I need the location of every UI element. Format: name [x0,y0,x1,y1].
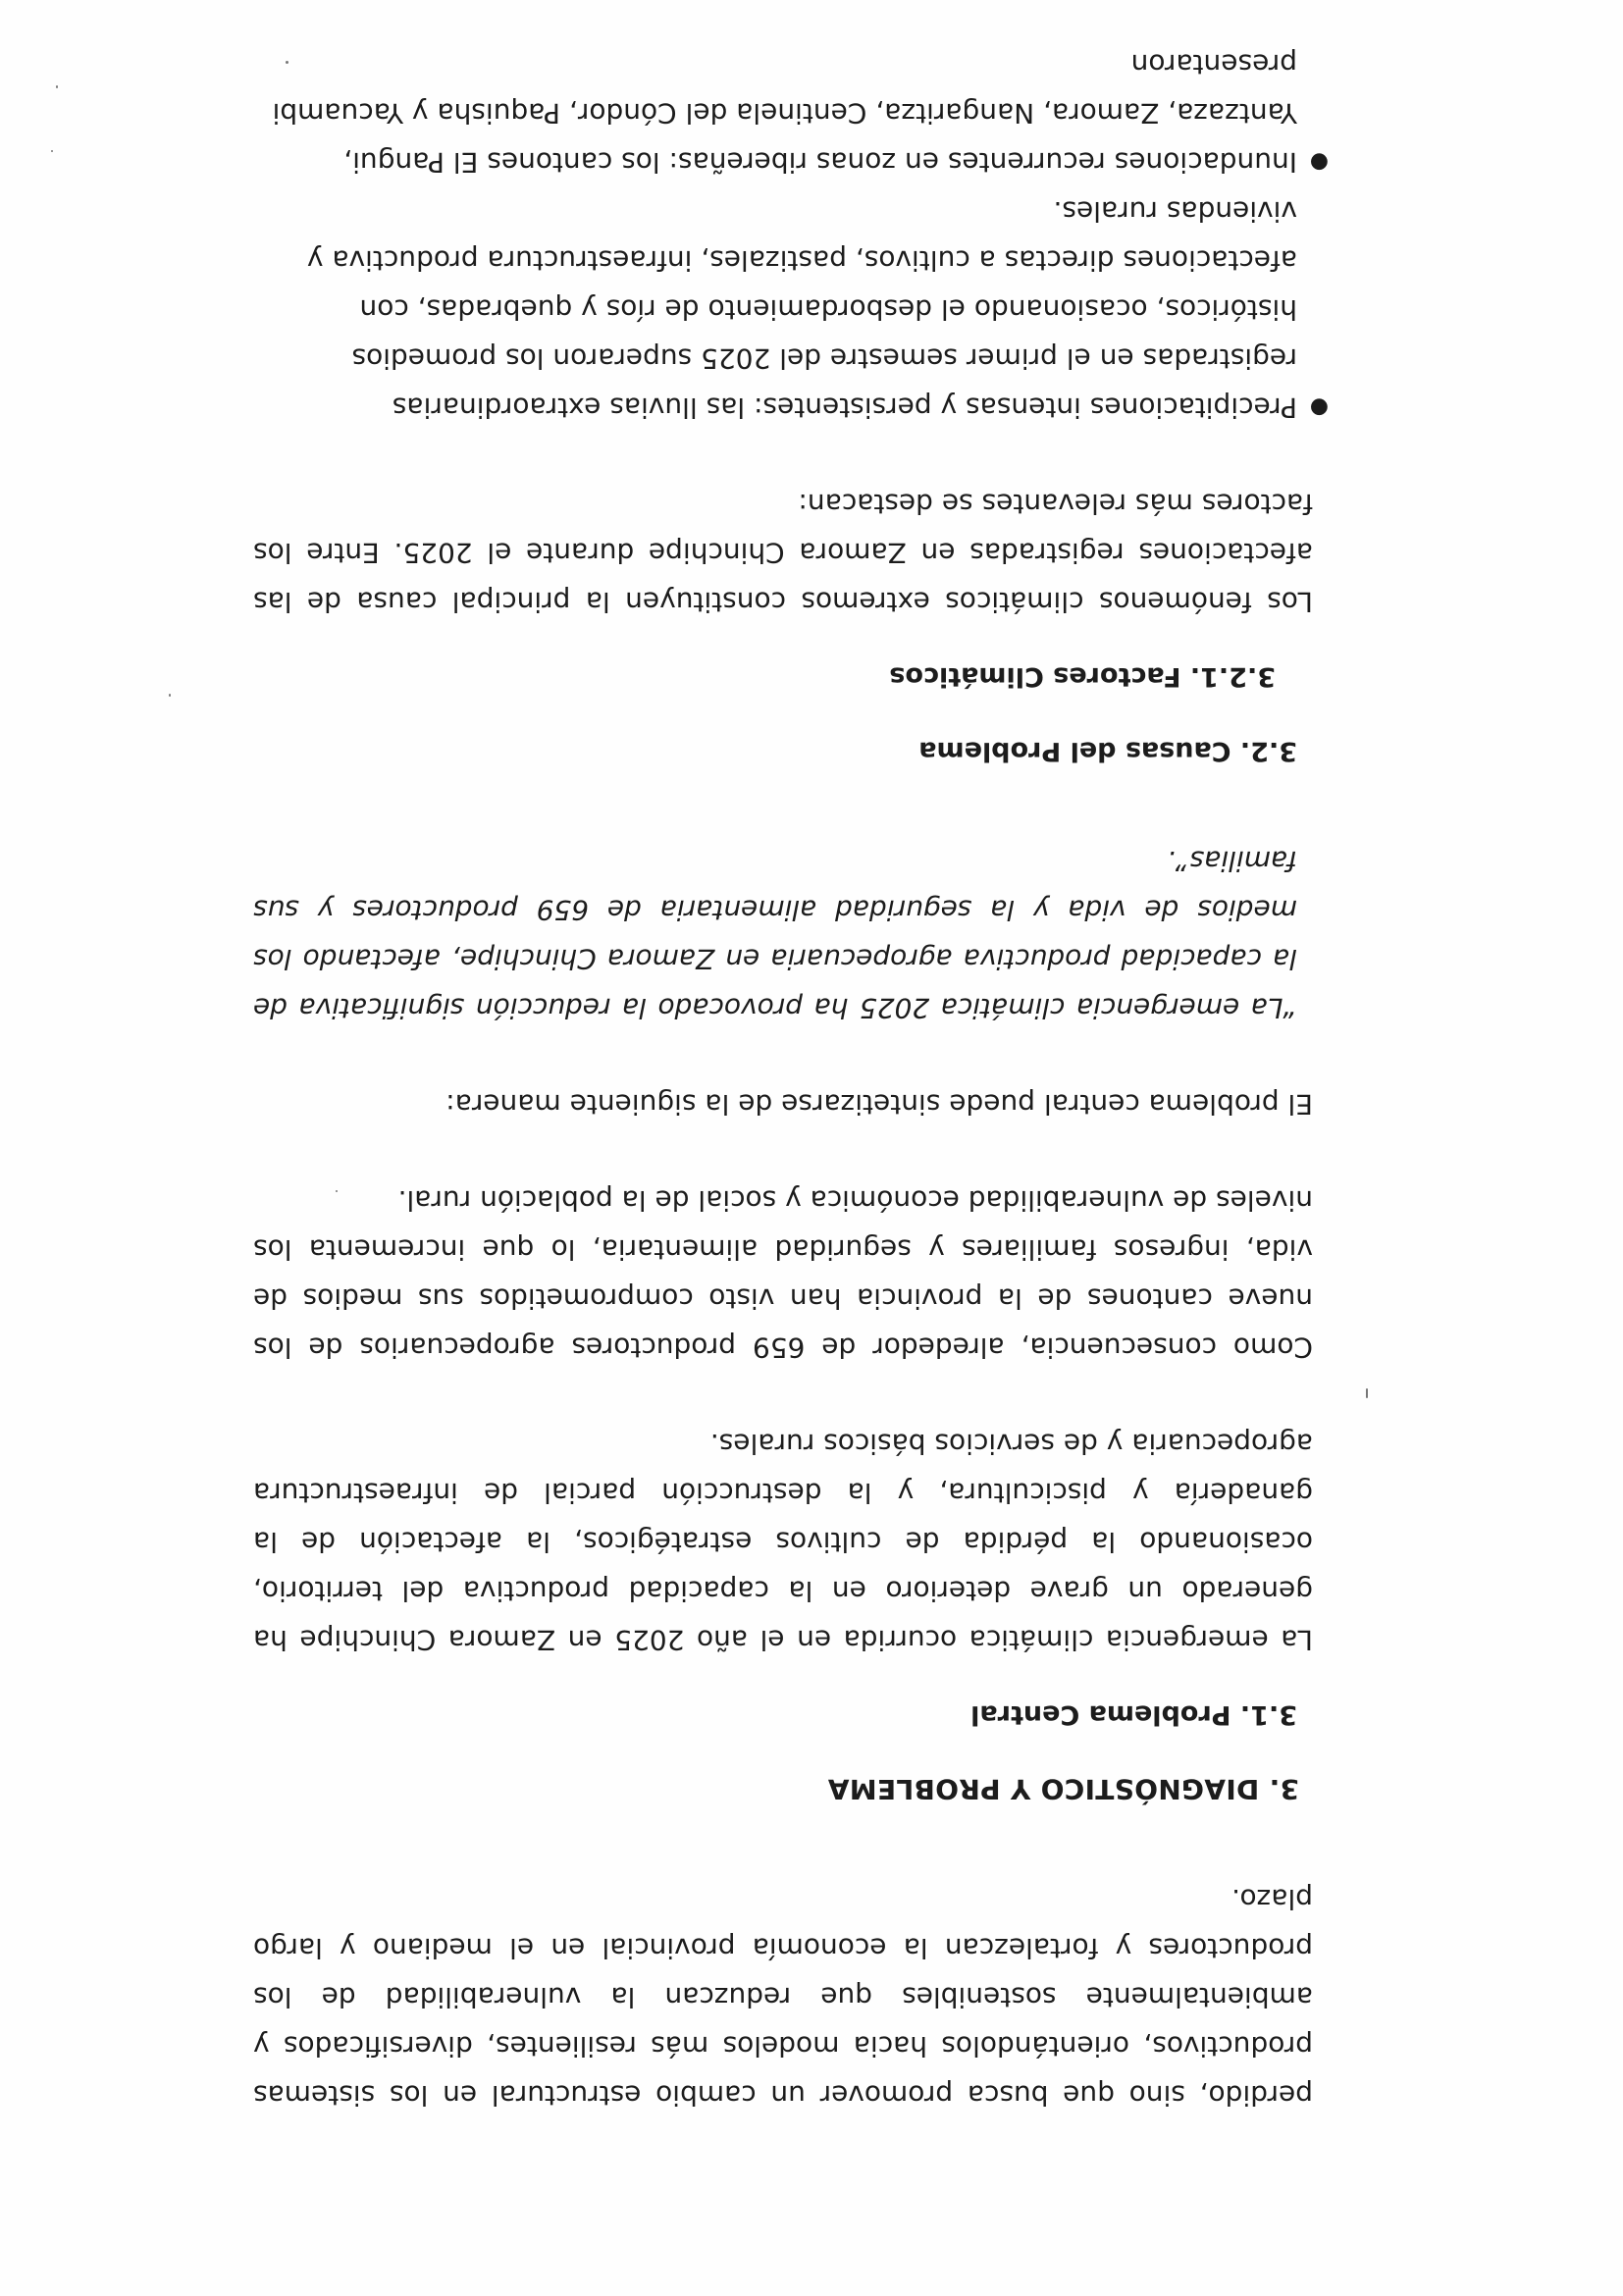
intro-paragraph: perdido, sino que busca promover un cambio estructural en los sistemas productivos, orientándolos hacia modelos más resilientes, diversificados y ambientalmente sostenibles que reduzcan la vulnerabilidad de los productores y fortalezcan la economía provincial en el mediano y largo plazo. [253,1883,1313,2112]
list-item [253,39,1329,186]
paragraph-problema-central: El problema central puede sintetizarse de la siguiente manera: [445,1088,1313,1121]
bullet-icon: ● [1309,150,1329,175]
scan-speck [169,694,171,697]
list-item [253,186,1329,432]
scan-speck [1366,1388,1368,1398]
section-3-2-heading: 3.2. Causas del Problema [918,736,1297,766]
scan-speck [336,1190,338,1192]
list-item-text: Inundaciones recurrentes en zonas ribereñas: los cantones El Pangui, Yantzaza, Zamora, Nangaritza, Centinela del Cóndor, Paquisha y Yacuambi presentaron [272,48,1297,179]
paragraph-fenomenos: Los fenómenos climáticos extremos constituyen la principal causa de las afectaciones registradas en Zamora Chinchipe durante el 2025. Entre los factores más relevantes se destacan: [253,488,1313,618]
page-content [253,39,1329,2119]
scan-speck [286,61,288,64]
problem-statement-quote: “La emergencia climática 2025 ha provocado la reducción significativa de la capacidad productiva agropecuaria en Zamora Chinchipe, afectando los medios de vida y la seguridad alimentaria de 659 productores y sus familias”. [253,845,1297,1024]
climate-factors-list [253,39,1329,432]
section-3-heading: 3. DIAGNÓSTICO Y PROBLEMA [827,1773,1299,1805]
paragraph-consecuencia: Como consecuencia, alrededor de 659 productores agropecuarios de los nueve cantones de la provincia han visto comprometidos sus medios de vida, ingresos familiares y seguridad alimentaria, lo que incrementa los niveles de vulnerabilidad económica y social de la población rural. [253,1184,1313,1364]
scan-speck [56,85,58,88]
section-3-1-heading: 3.1. Problema Central [970,1699,1297,1730]
bullet-icon: ● [1309,395,1329,420]
scan-speck [51,150,53,152]
section-3-2-1-heading: 3.2.1. Factores Climáticos [889,661,1276,692]
paragraph-emergencia: La emergencia climática ocurrida en el año 2025 en Zamora Chinchipe ha generado un grave deterioro en la capacidad productiva del territorio, ocasionando la pérdida de cultivos estratégicos, la afectación de la ganadería y piscicultura, y la destrucción parcial de infraestructura agropecuaria y de servicios básicos rurales. [253,1428,1313,1656]
list-item-text: Precipitaciones intensas y persistentes: las lluvias extraordinarias registradas en el primer semestre del 2025 superaron los promedios históricos, ocasionando el desbordamiento de ríos y quebradas, con afectaciones directas a cultivos, pastizales, infraestructura productiva y viviendas rurales. [306,195,1297,424]
